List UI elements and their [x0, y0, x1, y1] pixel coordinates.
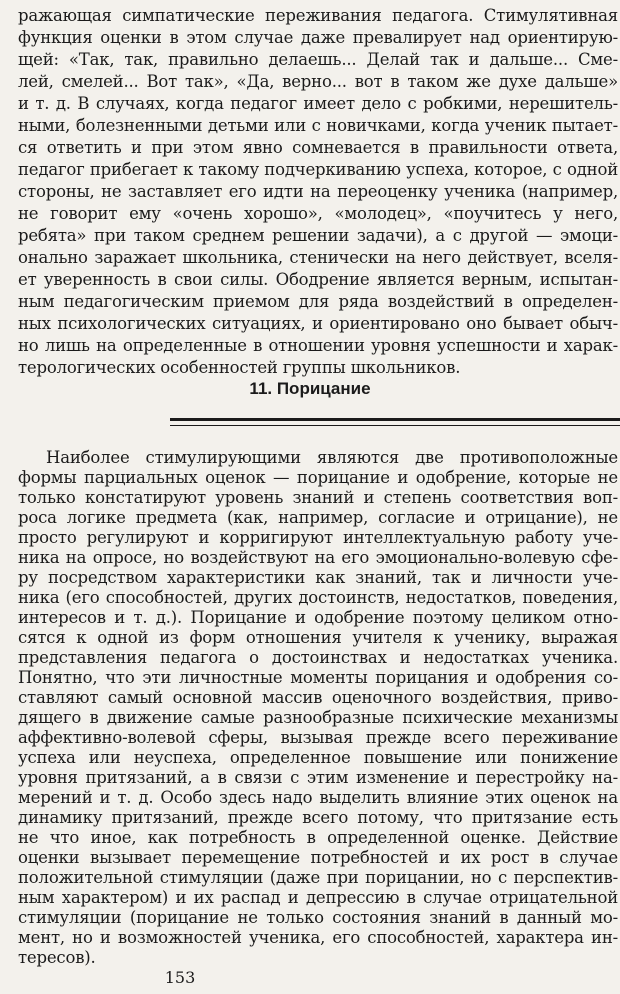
text-line: ных психологических ситуациях, и ориентировано оно бывает обыч-	[18, 314, 618, 333]
heading-rule-thin	[170, 425, 620, 426]
text-line: функция оценки в этом случае даже превалирует над ориентирую-	[18, 28, 618, 47]
text-line: динамику притязаний, прежде всего потому, что притязание есть	[18, 808, 618, 827]
heading-rule-thick	[170, 418, 620, 421]
text-line: дящего в движение самые разнообразные психические механизмы	[18, 708, 618, 727]
text-line: ражающая симпатические переживания педагога. Стимулятивная	[18, 6, 618, 25]
text-line: педагог прибегает к такому подчеркиванию успеха, которое, с одной	[18, 160, 618, 179]
text-line: успеха или неуспеха, определенное повышение или понижение	[18, 748, 618, 767]
text-line: щей: «Так, так, правильно делаешь... Делай так и дальше... Сме-	[18, 50, 618, 69]
text-line: интересов и т. д.). Порицание и одобрение поэтому целиком отно-	[18, 608, 618, 627]
text-line: мент, но и возможностей ученика, его способностей, характера ин-	[18, 928, 618, 947]
text-line: ставляют самый основной массив оценочного воздействия, приво-	[18, 688, 618, 707]
text-line: ника на опросе, но воздействуют на его эмоционально-волевую сфе-	[18, 548, 618, 567]
text-line: и т. д. В случаях, когда педагог имеет дело с робкими, нерешитель-	[18, 94, 618, 113]
text-line: уровня притязаний, а в связи с этим изменение и перестройку на-	[18, 768, 618, 787]
text-line: тересов).	[18, 948, 96, 967]
text-line: роса логике предмета (как, например, согласие и отрицание), не	[18, 508, 618, 527]
text-line: просто регулируют и корригируют интеллектуальную работу уче-	[18, 528, 618, 547]
text-line: но лишь на определенные в отношении уровня успешности и харак-	[18, 336, 618, 355]
text-line: стимуляции (порицание не только состояния знаний в данный мо-	[18, 908, 618, 927]
text-line: ными, болезненными детьми или с новичками, когда ученик пытает-	[18, 116, 618, 135]
text-line: оценки вызывает перемещение потребностей и их рост в случае	[18, 848, 618, 867]
text-line: только констатируют уровень знаний и степень соответствия воп-	[18, 488, 618, 507]
text-line: онально заражает школьника, стенически на него действует, вселя-	[18, 248, 618, 267]
text-line: ника (его способностей, других достоинств, недостатков, поведения,	[18, 588, 618, 607]
text-line: ет уверенность в свои силы. Ободрение является верным, испытан-	[18, 270, 618, 289]
text-line: ным педагогическим приемом для ряда воздействий в определен-	[18, 292, 618, 311]
text-line: ру посредством характеристики как знаний, так и личности уче-	[18, 568, 618, 587]
text-line: терологических особенностей группы школьников.	[18, 358, 461, 377]
text-line: аффективно-волевой сферы, вызывая прежде всего переживание	[18, 728, 618, 747]
text-line: представления педагога о достоинствах и недостатках ученика.	[18, 648, 618, 667]
text-line: Понятно, что эти личностные моменты порицания и одобрения со-	[18, 668, 618, 687]
text-line: лей, смелей... Вот так», «Да, верно... вот в таком же духе дальше»	[18, 72, 618, 91]
text-line: ным характером) и их распад и депрессию в случае отрицательной	[18, 888, 618, 907]
section-heading: 11. Порицание	[249, 379, 371, 398]
text-line: не что иное, как потребность в определенной оценке. Действие	[18, 828, 618, 847]
text-line: положительной стимуляции (даже при порицании, но с перспектив-	[18, 868, 618, 887]
text-line: ся ответить и при этом явно сомневается в правильности ответа,	[18, 138, 618, 157]
text-line: мерений и т. д. Особо здесь надо выделить влияние этих оценок на	[18, 788, 618, 807]
text-line: стороны, не заставляет его идти на переоценку ученика (например,	[18, 182, 618, 201]
text-line: не говорит ему «очень хорошо», «молодец», «поучитесь у него,	[18, 204, 618, 223]
text-line: Наиболее стимулирующими являются две противоположные	[46, 448, 618, 467]
text-line: формы парциальных оценок — порицание и одобрение, которые не	[18, 468, 618, 487]
text-line: ребята» при таком среднем решении задачи), а с другой — эмоци-	[18, 226, 618, 245]
text-line: сятся к одной из форм отношения учителя к ученику, выражая	[18, 628, 618, 647]
page-number: 153	[164, 968, 196, 987]
